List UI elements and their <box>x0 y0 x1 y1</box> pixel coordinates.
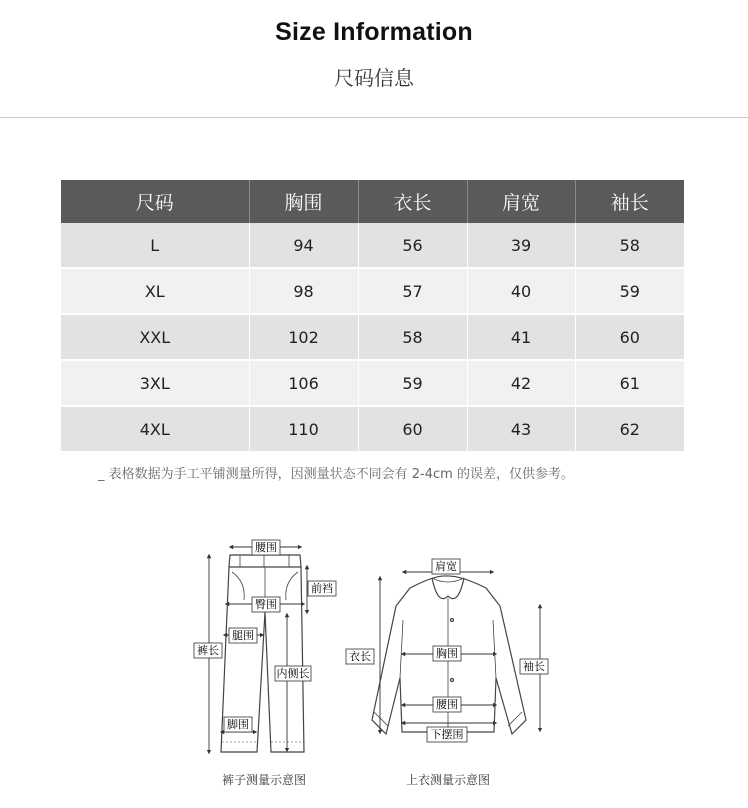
table-cell: 106 <box>249 360 358 406</box>
table-cell: 60 <box>358 406 467 452</box>
table-cell: L <box>61 223 249 268</box>
label-chest: 胸围 <box>436 647 458 660</box>
label-leg-opening: 脚围 <box>227 718 249 731</box>
divider <box>0 117 748 118</box>
label-front-rise: 前裆 <box>311 582 333 595</box>
table-cell: 40 <box>467 268 575 314</box>
table-cell: 60 <box>575 314 684 360</box>
table-cell: 61 <box>575 360 684 406</box>
table-cell: 94 <box>249 223 358 268</box>
table-row <box>61 268 684 314</box>
label-shoulder: 肩宽 <box>435 560 457 573</box>
table-cell: 3XL <box>61 360 249 406</box>
label-pants-length: 裤长 <box>197 644 219 657</box>
label-shirt-length: 衣长 <box>349 650 371 663</box>
label-hem: 下摆围 <box>430 728 464 741</box>
table-cell: 56 <box>358 223 467 268</box>
table-cell: 4XL <box>61 406 249 452</box>
table-cell: XXL <box>61 314 249 360</box>
table-cell: 62 <box>575 406 684 452</box>
column-header: 肩宽 <box>467 180 575 223</box>
table-cell: 57 <box>358 268 467 314</box>
title-chinese: 尺码信息 <box>334 66 414 90</box>
table-row <box>61 406 684 452</box>
label-thigh: 腿围 <box>232 629 254 642</box>
table-cell: 58 <box>358 314 467 360</box>
table-cell: 39 <box>467 223 575 268</box>
table-cell: 58 <box>575 223 684 268</box>
title-english: Size Information <box>275 18 473 46</box>
label-pants-waist: 腰围 <box>255 541 277 554</box>
column-header: 衣长 <box>358 180 467 223</box>
table-cell: 43 <box>467 406 575 452</box>
table-cell: 59 <box>575 268 684 314</box>
column-header: 袖长 <box>575 180 684 223</box>
table-cell: 41 <box>467 314 575 360</box>
column-header: 胸围 <box>249 180 358 223</box>
label-sleeve: 袖长 <box>523 660 545 673</box>
column-header: 尺码 <box>61 180 249 223</box>
shirt-caption: 上衣测量示意图 <box>406 773 491 787</box>
table-row <box>61 314 684 360</box>
table-cell: 102 <box>249 314 358 360</box>
table-cell: 110 <box>249 406 358 452</box>
label-hip: 臀围 <box>255 598 277 611</box>
table-row <box>61 360 684 406</box>
label-inseam: 内侧长 <box>276 667 310 680</box>
size-table <box>61 180 684 453</box>
table-cell: 98 <box>249 268 358 314</box>
label-shirt-waist: 腰围 <box>436 698 458 711</box>
pants-caption: 裤子测量示意图 <box>222 773 307 787</box>
table-cell: XL <box>61 268 249 314</box>
measurement-note: _ 表格数据为手工平铺测量所得，因测量状态不同会有 2-4cm 的误差，仅供参考。 <box>98 467 574 482</box>
table-cell: 59 <box>358 360 467 406</box>
measurement-diagram <box>0 520 748 770</box>
table-row <box>61 223 684 268</box>
table-cell: 42 <box>467 360 575 406</box>
table-header-row <box>61 180 684 223</box>
